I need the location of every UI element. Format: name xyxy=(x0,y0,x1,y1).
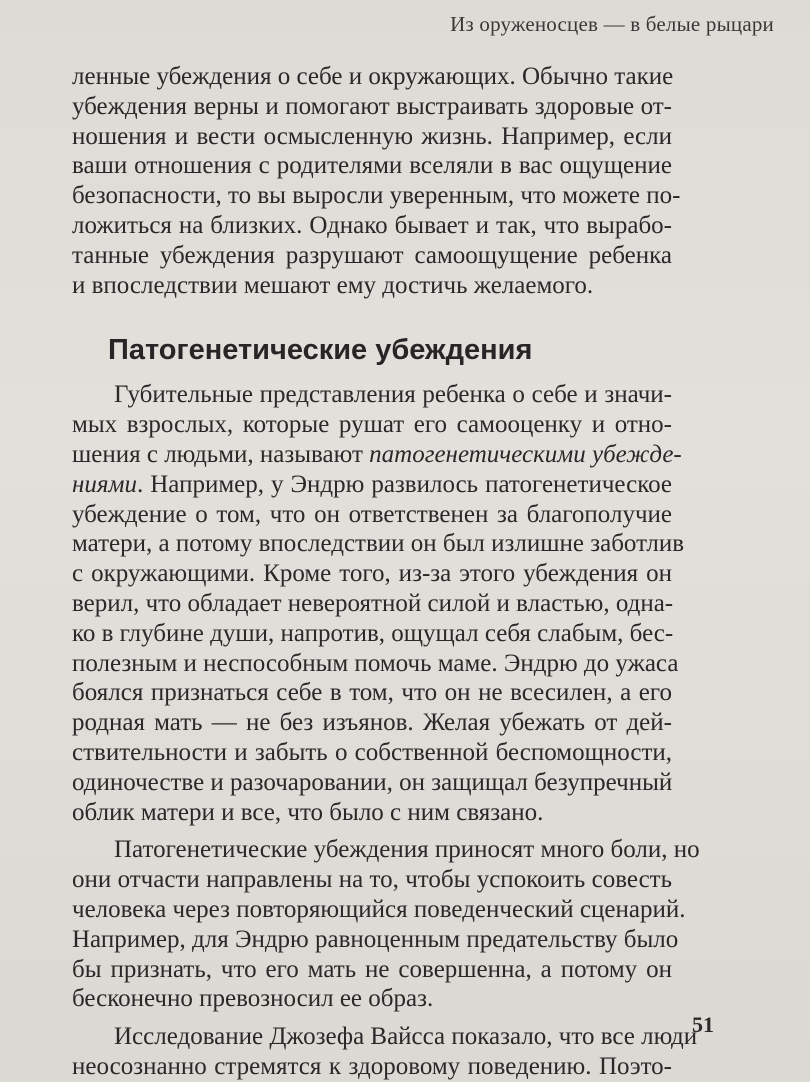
italic-term: патогенетическими убежде- xyxy=(369,440,682,468)
text-line: убеждения верны и помогают выстраивать здоровые от- xyxy=(72,92,672,120)
text-line: ваши отношения с родителями вселяли в вас ощущение xyxy=(72,152,672,180)
text-line xyxy=(72,470,672,500)
paragraph-1 xyxy=(72,380,685,827)
text-line: с окружающими. Кроме того, из-за этого убеждения он xyxy=(72,560,672,588)
text-line: родная мать — не без изъянов. Желая убежать от дей- xyxy=(72,709,672,737)
text-line: матери, а потому впоследствии он был излишне заботлив xyxy=(72,530,685,558)
text-line: танные убеждения разрушают самоощущение ребенка xyxy=(72,241,672,269)
text-line: бесконечно превозносил ее образ. xyxy=(72,985,434,1013)
text-line: Патогенетические убеждения приносят много боли, но xyxy=(114,836,700,864)
text-line xyxy=(72,440,682,470)
text-line: убеждение о том, что он ответственен за благополучие xyxy=(72,500,672,528)
text-line: Исследование Джозефа Вайсса показало, что все люди xyxy=(114,1023,698,1051)
text-line: ленные убеждения о себе и окружающих. Обычно такие xyxy=(72,63,674,90)
paragraph-3 xyxy=(72,1022,698,1082)
text-line: человека через повторяющийся поведенческий сценарий. xyxy=(72,895,686,923)
text-line: безопасности, то вы выросли уверенным, что можете по- xyxy=(72,182,681,210)
text-line: облик матери и все, что было с ним связано. xyxy=(72,798,544,826)
text-line: верил, что обладает невероятной силой и властью, одна- xyxy=(72,589,674,617)
paragraph-gap xyxy=(72,1014,672,1022)
paragraph-2 xyxy=(72,835,700,1014)
text-line: они отчасти направлены на то, чтобы успокоить совесть xyxy=(72,866,672,894)
text-line: Губительные представления ребенка о себе и значи- xyxy=(114,381,672,409)
text-line: бы признать, что его мать не совершенна, а потому он xyxy=(72,955,672,983)
running-head: Из оруженосцев — в белые рыцари xyxy=(450,12,774,36)
text-line: ложиться на близких. Однако бывает и так, что вырабо- xyxy=(72,211,672,239)
text-line: ствительности и забыть о собственной беспомощности, xyxy=(72,738,672,766)
text-line: ношения и вести осмысленную жизнь. Например, если xyxy=(72,122,672,150)
italic-term: ниями xyxy=(72,470,137,498)
text-line: полезным и неспособным помочь маме. Эндрю до ужаса xyxy=(72,649,679,677)
text-run: . Например, у Эндрю развилось патогенетическое xyxy=(136,470,672,498)
text-line: боялся признаться себе в том, что он не всесилен, а его xyxy=(72,679,672,707)
text-line: Например, для Эндрю равноценным предательству было xyxy=(72,925,679,953)
section-heading: Патогенетические убеждения xyxy=(108,334,533,367)
paragraph-gap xyxy=(72,827,672,835)
text-line: и впоследствии мешают ему достичь желаемого. xyxy=(72,271,594,299)
intro-paragraph xyxy=(72,62,681,300)
text-line: мых взрослых, которые рушат его самооценку и отно- xyxy=(72,411,672,439)
text-run: шения с людьми, называют xyxy=(72,440,370,468)
text-line: ко в глубине души, напротив, ощущал себя слабым, бес- xyxy=(72,619,674,647)
page-number: 51 xyxy=(692,1012,714,1037)
body-text xyxy=(72,62,700,1082)
text-line: неосознанно стремятся к здоровому поведению. Поэто- xyxy=(72,1052,672,1080)
text-line: одиночестве и разочаровании, он защищал безупречный xyxy=(72,768,673,796)
